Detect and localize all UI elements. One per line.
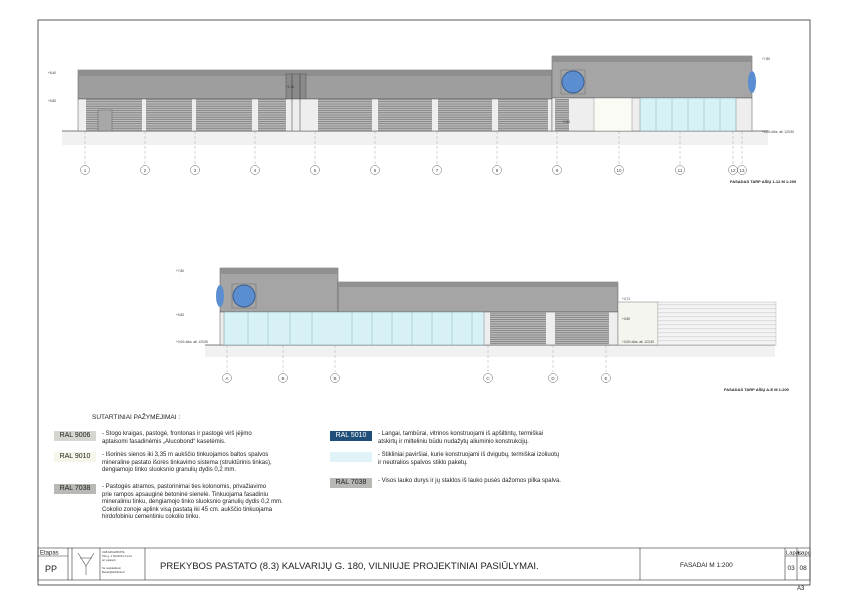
level-mark: +0,80 [622, 317, 631, 321]
legend-item [54, 484, 337, 522]
project-title: PREKYBOS PASTATO (8.3) KALVARIJŲ G. 180, VILNIUJE PROJEKTINIAI PASIŪLYMAI. [160, 561, 539, 572]
axis-label: 1 [83, 167, 87, 173]
color-swatch: RAL 5010 [330, 431, 372, 441]
sheet-value: 03 [787, 565, 795, 572]
company-line: tel. pataisyti [102, 559, 116, 562]
legend-text: - Visos lauko durys ir jų staktos iš lauko pusės dažomos pilka spalva. [378, 478, 561, 484]
level-mark: +0,00=Abs. alt. 123,90 [622, 340, 655, 344]
color-swatch: RAL 9010 [54, 452, 96, 462]
axis-label: 11 [677, 167, 683, 173]
level-mark: +7,80 [176, 269, 185, 273]
axis-label: 10 [616, 167, 622, 173]
ground-line [62, 131, 768, 145]
axis-label: 9 [555, 167, 559, 173]
elevation-1 [48, 56, 797, 184]
sheet-label: Lapas [786, 550, 802, 557]
level-mark: +0,00=Abs. alt. 123,90 [176, 340, 209, 344]
legend-item [54, 431, 337, 446]
company-line: Ne nepraktikuoti [102, 567, 121, 570]
company-logo [78, 553, 94, 575]
color-swatch: RAL 7038 [54, 484, 96, 494]
axis-label: D [551, 375, 555, 381]
axis-label: 7 [435, 167, 439, 173]
elevation-2 [176, 268, 790, 392]
color-swatch [330, 452, 372, 462]
stage-label: Etapas [40, 550, 59, 557]
axis-label: 3 [193, 167, 197, 173]
legend-item [330, 452, 613, 467]
company-line: UAB ARCHIBOSTA [102, 551, 125, 554]
sheet-format: A3 [797, 586, 805, 592]
axis-label: A [225, 375, 229, 381]
axis-label: 8 [495, 167, 499, 173]
legend-text: - Stogo kraigas, pastogė, frontonas ir pastogė virš įėjimo aptaisomi fasadinėmis „Alucobond“ kasetėmis. [102, 431, 252, 445]
sheet-name: FASADAI M 1:200 [680, 562, 733, 569]
axis-bubbles-1 [81, 166, 747, 175]
level-mark: +7,80 [762, 57, 771, 61]
legend-item [330, 431, 613, 446]
axis-label: 5 [313, 167, 317, 173]
axis-label: 2 [143, 167, 147, 173]
level-mark: +5,80 [176, 313, 185, 317]
logo-circle [562, 71, 584, 93]
level-mark: +4,71 [622, 297, 631, 301]
axis-label: 6 [373, 167, 377, 173]
axis-label: B [281, 375, 285, 381]
legend-text: - Išorinės sienos iki 3,35 m aukščio tinkuojamos baltos spalvos mineraline pastato išorės tinkavimo sistema (struktūrinis tinkas), dengiamojo tinko sluoksnio granulių dydis 0,2 mm. [102, 452, 272, 473]
legend-text: - Stikliniai paviršiai, kurie konstruojami iš dvigubų, termiškai izoliuotų ir neutralios spalvos stiklo paketų. [378, 452, 560, 466]
company-line: Biuras@archibūta.lt [102, 571, 125, 574]
sheets-label: Lapų [798, 550, 811, 557]
legend-item [54, 452, 337, 475]
elevation-1-label: FASADAS TARP AŠIŲ 1-12 M 1:200 [730, 179, 797, 184]
level-mark: +0,80 [562, 120, 571, 124]
level-mark: +5,80 [48, 99, 57, 103]
level-mark: +1,20 [286, 85, 295, 89]
company-line: Tilto g. 4 VILNIUS LT-xxxx [102, 555, 133, 558]
legend-item [330, 478, 613, 488]
axis-label: C [486, 375, 490, 381]
elevation-2-label: FASADAS TARP AŠIŲ A-E M 1:200 [724, 387, 789, 392]
axis-label: 12 [730, 167, 736, 173]
level-mark: +8,40 [48, 71, 57, 75]
color-swatch: RAL 9006 [54, 431, 96, 441]
white-panel [594, 98, 632, 131]
legend-title: SUTARTINIAI PAŽYMĖJIMAI : [92, 414, 181, 421]
color-swatch: RAL 7038 [330, 478, 372, 488]
legend-text: - Langai, tambūrai, vitrinos konstruojami iš apšiltintų, termiškai atskirtų ir milteliniu būdu nudažytų aliuminio konstrukcijų. [378, 431, 544, 445]
stage-value: PP [45, 564, 58, 574]
axis-label: E [604, 375, 608, 381]
axis-label: 13 [739, 167, 745, 173]
legend-text: - Pastogės atramos, pastorinimai ties kolonomis, privažiavimo prie rampos apsauginė betoninė sienelė. Tinkuojama fasadiniu mineraliniu tinku, dengiamojo tinko sluoksnio granulių dydis 0,2 mm. Cokolio zonoje aplink visą pastatą iki 45 cm. aukščio tinkuojama hirdofobiniu cementiniu cokolio tinku. [102, 484, 283, 520]
level-mark: +0,00=Abs. alt. 123,90 [762, 130, 795, 134]
sheets-value: 08 [799, 565, 807, 572]
axis-label: 4 [253, 167, 257, 173]
axis-label: B [333, 375, 337, 381]
